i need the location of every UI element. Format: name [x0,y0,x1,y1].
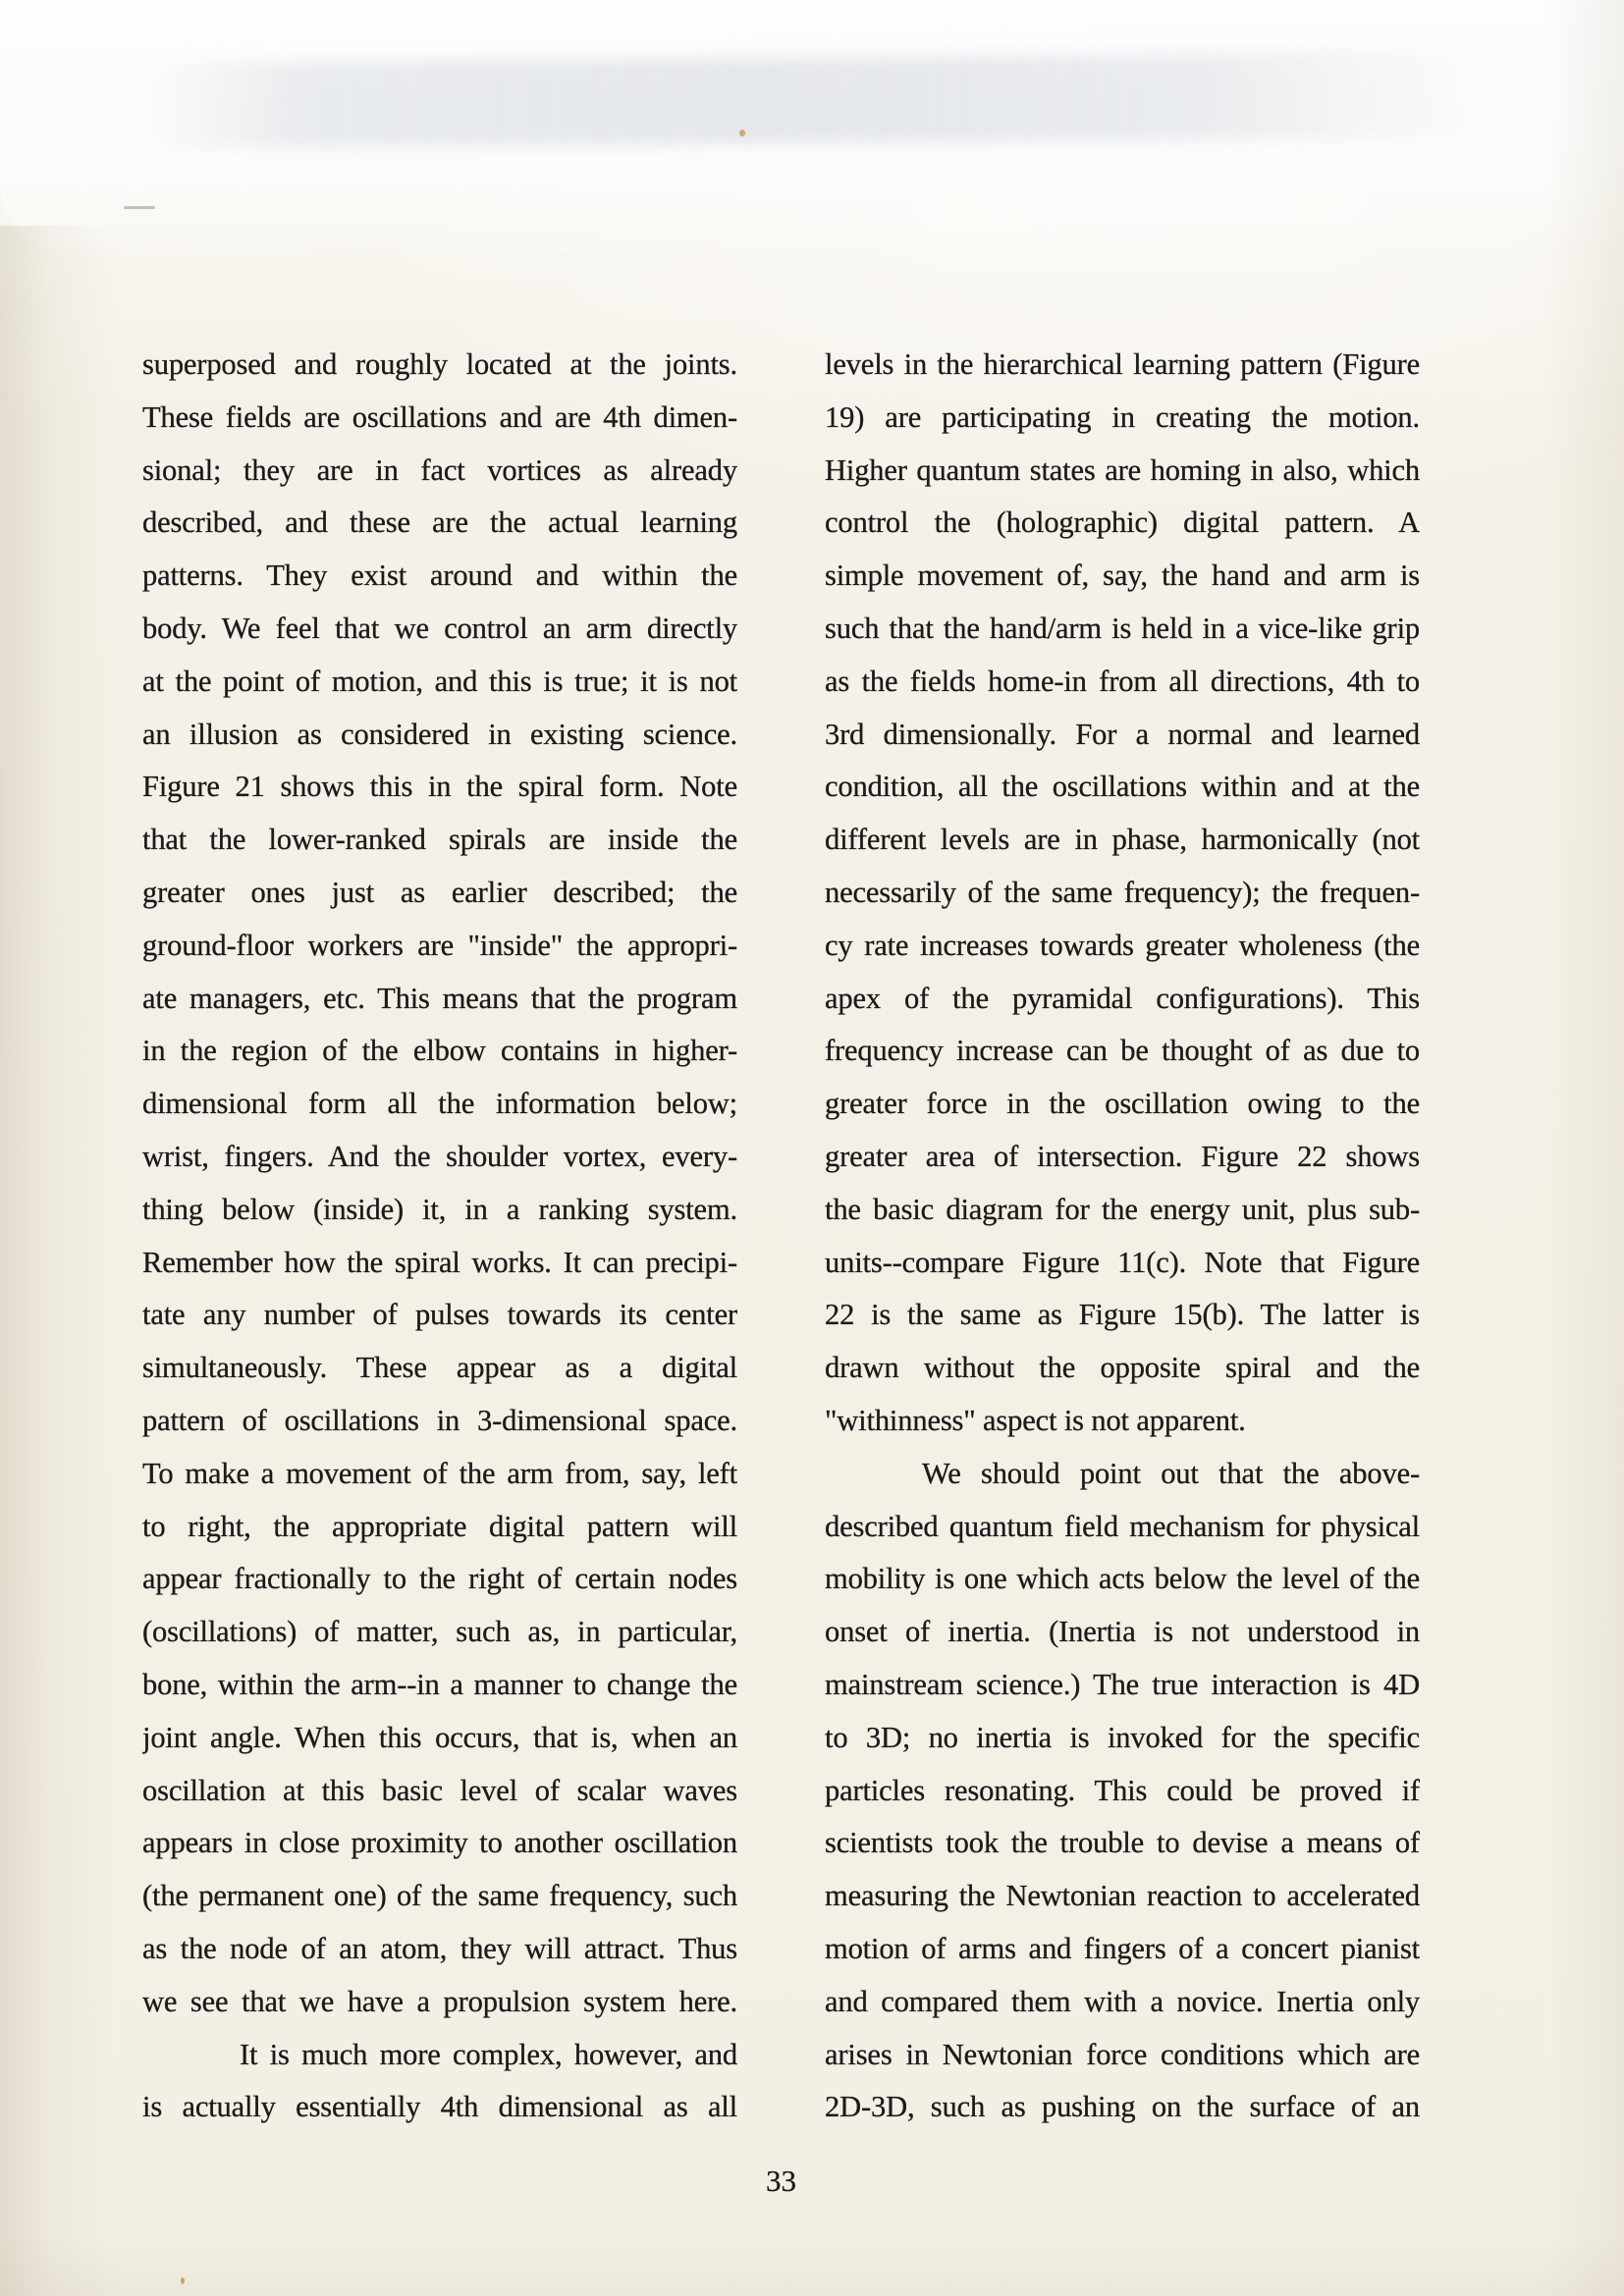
text-line: is actually essentially 4th dimensional as all [142,2090,737,2124]
text-line: greater area of intersection. Figure 22 shows [825,1139,1420,1173]
scan-speck [739,130,745,136]
text-line: 2D-3D, such as pushing on the surface of an [825,2090,1420,2124]
text-line: measuring the Newtonian reaction to accelerated [825,1879,1420,1913]
text-line: described quantum field mechanism for physical [825,1509,1420,1543]
text-line: oscillation at this basic level of scalar waves [142,1773,737,1807]
text-line: Higher quantum states are homing in also, which [825,453,1420,487]
text-line: 3rd dimensionally. For a normal and learned [825,717,1420,751]
text-line: sional; they are in fact vortices as already [142,453,737,487]
text-line: appears in close proximity to another oscillation [142,1826,737,1860]
text-line: mainstream science.) The true interaction is 4D [825,1667,1420,1701]
text-line: body. We feel that we control an arm directly [142,611,737,645]
text-line: bone, within the arm--in a manner to change the [142,1667,737,1701]
text-line: These fields are oscillations and are 4th dimen- [142,400,737,434]
text-line: "withinness" aspect is not apparent. [825,1403,1246,1437]
text-line: Figure 21 shows this in the spiral form. Note [142,770,737,804]
page-edge-shadow-right [1545,0,1624,2296]
text-line: thing below (inside) it, in a ranking system. [142,1192,737,1226]
text-line: different levels are in phase, harmonically (not [825,823,1420,857]
text-line: condition, all the oscillations within and at the [825,770,1420,804]
text-line: and compared them with a novice. Inertia only [825,1984,1420,2018]
text-line: mobility is one which acts below the level of the [825,1562,1420,1596]
page-number: 33 [766,2163,796,2198]
text-line: to 3D; no inertia is invoked for the specific [825,1720,1420,1754]
text-line: such that the hand/arm is held in a vice-like grip [825,611,1420,645]
text-line: simultaneously. These appear as a digital [142,1351,737,1385]
text-line: wrist, fingers. And the shoulder vortex, every- [142,1139,737,1173]
margin-dash-mark [124,206,155,209]
text-line: appear fractionally to the right of certain nodes [142,1562,737,1596]
text-line: levels in the hierarchical learning pattern (Figure [825,347,1420,381]
text-line: units--compare Figure 11(c). Note that Figure [825,1245,1420,1279]
text-line: arises in Newtonian force conditions which are [825,2037,1420,2071]
text-line: an illusion as considered in existing science. [142,717,737,751]
text-line: in the region of the elbow contains in higher- [142,1034,737,1068]
text-line: as the node of an atom, they will attract. Thus [142,1931,737,1965]
text-line: that the lower-ranked spirals are inside the [142,823,737,857]
text-line: (oscillations) of matter, such as, in particular, [142,1615,737,1649]
text-line: superposed and roughly located at the joints. [142,347,737,381]
text-line: To make a movement of the arm from, say, left [142,1456,737,1490]
text-line: It is much more complex, however, and [240,2037,737,2071]
text-line: greater force in the oscillation owing to the [825,1087,1420,1121]
text-line: simple movement of, say, the hand and arm is [825,559,1420,593]
text-line: drawn without the opposite spiral and the [825,1351,1420,1385]
text-line: tate any number of pulses towards its center [142,1298,737,1332]
text-line: onset of inertia. (Inertia is not understood in [825,1615,1420,1649]
text-line: (the permanent one) of the same frequency, such [142,1879,737,1913]
text-line: the basic diagram for the energy unit, plus sub- [825,1192,1420,1226]
text-line: described, and these are the actual learning [142,506,737,540]
text-line: apex of the pyramidal configurations). This [825,981,1420,1015]
text-line: greater ones just as earlier described; the [142,875,737,909]
text-line: We should point out that the above- [922,1456,1420,1490]
text-line: scientists took the trouble to devise a means of [825,1826,1420,1860]
text-line: patterns. They exist around and within the [142,559,737,593]
text-line: to right, the appropriate digital pattern will [142,1509,737,1543]
text-line: motion of arms and fingers of a concert pianist [825,1931,1420,1965]
text-line: ground-floor workers are "inside" the appropri- [142,928,737,962]
text-line: control the (holographic) digital pattern. A [825,506,1420,540]
column-right [825,339,1420,2134]
scan-speck [181,2277,185,2284]
text-line: frequency increase can be thought of as due to [825,1034,1420,1068]
text-line: at the point of motion, and this is true; it is not [142,664,737,698]
text-line: dimensional form all the information below; [142,1087,737,1121]
column-left [142,339,737,2134]
text-line: 19) are participating in creating the motion. [825,400,1420,434]
text-line: pattern of oscillations in 3-dimensional space. [142,1403,737,1437]
text-line: cy rate increases towards greater wholeness (the [825,928,1420,962]
page-edge-shadow-bottom [0,2237,1624,2296]
text-line: we see that we have a propulsion system here. [142,1984,737,2018]
text-line: particles resonating. This could be proved if [825,1773,1420,1807]
scan-gray-band-artifact [137,51,1493,149]
text-line: 22 is the same as Figure 15(b). The latter is [825,1298,1420,1332]
page-curl-shadow-left [0,226,118,2296]
text-line: as the fields home-in from all directions, 4th to [825,664,1420,698]
text-line: Remember how the spiral works. It can precipi- [142,1245,737,1279]
text-line: ate managers, etc. This means that the program [142,981,737,1015]
text-line: necessarily of the same frequency); the frequen- [825,875,1420,909]
text-line: joint angle. When this occurs, that is, when an [142,1720,737,1754]
